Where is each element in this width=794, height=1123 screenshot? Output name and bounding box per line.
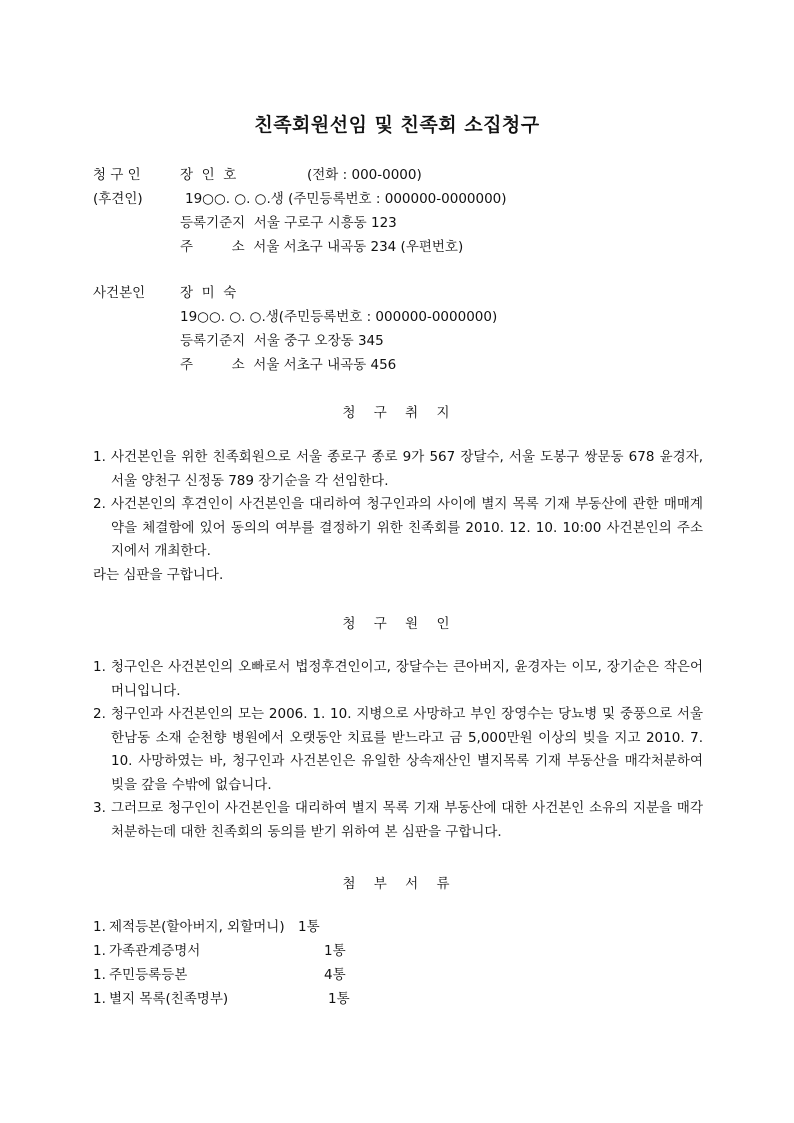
purpose-closing: 라는 심판을 구합니다. [93,566,224,583]
purpose-heading: 청 구 취 지 [342,405,452,421]
attachment-number: 1. [93,943,106,959]
document-title: 친족회원선임 및 친족회 소집청구 [254,114,540,136]
attachments-list [93,915,493,1011]
claimant-name: 장 인 호 [180,167,237,183]
cause-list [93,656,703,844]
claimant-registry: 등록기준지 서울 구로구 시흥동 123 [180,215,397,231]
list-item [93,797,703,844]
list-item-text: 사건본인의 후견인이 사건본인을 대리하여 청구인과의 사이에 별지 목록 기재 부동산에 관한 매매계약을 체결함에 있어 동의의 여부를 결정하기 위한 친족회를 2010. 12. 10. 10:00 사건본인의 주소지에서 개최한다. [111,496,703,559]
list-item-number: 3. [93,800,106,816]
attachment-qty: 1통 [324,943,346,959]
attachment-name: 제적등본(할아버지, 외할머니) [109,919,285,935]
list-item-number: 2. [93,496,106,512]
list-item-text: 그러므로 청구인이 사건본인을 대리하여 별지 목록 기재 부동산에 대한 사건본인 소유의 지분을 매각처분하는데 대한 친족회의 동의를 받기 위하여 본 심판을 구합니다. [111,800,703,840]
attachment-name: 주민등록등본 [109,967,188,983]
claimant-birth: 19○○. ○. ○.생 (주민등록번호 : 000000-0000000) [185,191,507,207]
principal-registry: 등록기준지 서울 중구 오장동 345 [180,333,384,349]
principal-name: 장 미 숙 [180,285,237,301]
attachment-row [93,915,493,939]
guardian-label: (후견인) [93,191,143,207]
list-item-text: 사건본인을 위한 친족회원으로 서울 종로구 종로 9가 567 장달수, 서울 도봉구 쌍문동 678 윤경자, 서울 양천구 신정동 789 장기순을 각 선임한다. [111,449,703,489]
list-item [93,446,703,493]
list-item [93,703,703,797]
attachment-qty: 1통 [328,991,350,1007]
claimant-phone: (전화 : 000-0000) [307,167,422,183]
attachment-row [93,963,493,987]
attachment-name: 가족관계증명서 [109,943,201,959]
attachments-heading: 첨 부 서 류 [342,876,452,892]
list-item-text: 청구인은 사건본인의 오빠로서 법정후견인이고, 장달수는 큰아버지, 윤경자는 이모, 장기순은 작은어머니입니다. [111,659,703,699]
attachment-qty: 4통 [324,967,346,983]
list-item [93,493,703,564]
principal-birth: 19○○. ○. ○.생(주민등록번호 : 000000-0000000) [180,309,498,325]
attachment-number: 1. [93,967,106,983]
attachment-qty: 1통 [298,919,320,935]
claimant-address: 주 소 서울 서초구 내곡동 234 (우편번호) [180,239,464,255]
attachment-row [93,939,493,963]
principal-block [93,281,733,377]
attachment-name: 별지 목록(친족명부) [109,991,229,1007]
list-item [93,656,703,703]
list-item-number: 1. [93,659,106,675]
list-item-text: 청구인과 사건본인의 모는 2006. 1. 10. 지병으로 사망하고 부인 장영수는 당뇨병 및 중풍으로 서울 한남동 소재 순천향 병원에서 오랫동안 치료를 받느라고 금 5,000만원 이상의 빚을 지고 2010. 7. 10. 사망하였는 바, 청구인과 사건본인은 유일한 상속재산인 별지목록 기재 부동산을 매각처분하여 빚을 갚을 수밖에 없습니다. [111,706,703,793]
attachment-row [93,987,493,1011]
principal-label: 사건본인 [93,285,146,301]
claimant-label: 청 구 인 [93,167,141,183]
attachment-number: 1. [93,991,106,1007]
purpose-list [93,446,703,587]
principal-address: 주 소 서울 서초구 내곡동 456 [180,357,397,373]
attachment-number: 1. [93,919,106,935]
cause-heading: 청 구 원 인 [342,616,452,632]
list-item-number: 1. [93,449,106,465]
claimant-block [93,163,733,259]
list-item-number: 2. [93,706,106,722]
